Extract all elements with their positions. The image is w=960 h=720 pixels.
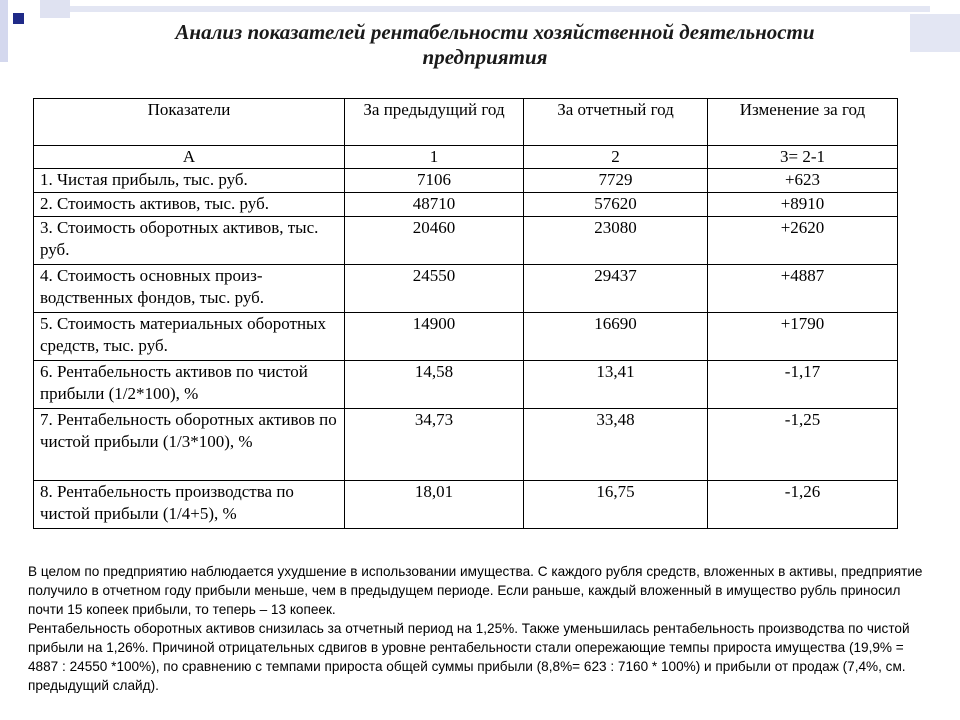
- row-curr-value: 23080: [524, 217, 708, 265]
- row-change-value: -1,26: [708, 481, 898, 529]
- row-prev-value: 14900: [345, 313, 524, 361]
- row-prev-value: 20460: [345, 217, 524, 265]
- row-curr-value: 57620: [524, 193, 708, 217]
- column-header-previous-year: За предыдущий год: [345, 99, 524, 146]
- table-row: [34, 217, 898, 265]
- table-row: [34, 361, 898, 409]
- row-prev-value: 7106: [345, 169, 524, 193]
- table-row: [34, 193, 898, 217]
- index-cell: А: [34, 146, 345, 169]
- column-header-reporting-year: За отчетный год: [524, 99, 708, 146]
- row-label: 2. Стоимость активов, тыс. руб.: [34, 193, 345, 217]
- row-label: 8. Рентабельность производства по чистой прибыли (1/4+5), %: [34, 481, 345, 529]
- row-change-value: +2620: [708, 217, 898, 265]
- analysis-paragraph-2: Рентабельность оборотных активов снизилась за отчетный период на 1,25%. Также уменьшилась рентабельность производства по чистой прибыли на 1,26%. Причиной отрицательных сдвигов в уровне рентабельности стали опережающие темпы прироста имущества (19,9% = 4887 : 24550 *100%), по сравнению с темпами прироста общей суммы прибыли (8,8%= 623 : 7160 * 100%) и прибыли от продаж (7,4%, см. предыдущий слайд).: [28, 621, 910, 693]
- row-curr-value: 33,48: [524, 409, 708, 481]
- row-curr-value: 16690: [524, 313, 708, 361]
- profitability-table: [33, 98, 898, 529]
- decorative-top-line: [70, 6, 930, 12]
- row-label: 3. Стоимость оборотных активов, тыс. руб.: [34, 217, 345, 265]
- index-cell: 1: [345, 146, 524, 169]
- row-prev-value: 34,73: [345, 409, 524, 481]
- row-label: 4. Стоимость основных произ-водственных фондов, тыс. руб.: [34, 265, 345, 313]
- row-prev-value: 48710: [345, 193, 524, 217]
- row-prev-value: 24550: [345, 265, 524, 313]
- row-curr-value: 7729: [524, 169, 708, 193]
- analysis-paragraph-1: В целом по предприятию наблюдается ухудшение в использовании имущества. С каждого рубля средств, вложенных в активы, предприятие получило в отчетном году прибыли меньше, чем в предыдущем периоде. Если раньше, каждый вложенный в имущество рубль приносил почти 15 копеек прибыли, то теперь – 13 копеек.: [28, 564, 923, 617]
- row-change-value: +1790: [708, 313, 898, 361]
- table-row: [34, 265, 898, 313]
- row-label: 7. Рентабельность оборотных активов по чистой прибыли (1/3*100), %: [34, 409, 345, 481]
- row-label: 1. Чистая прибыль, тыс. руб.: [34, 169, 345, 193]
- row-change-value: -1,25: [708, 409, 898, 481]
- row-prev-value: 18,01: [345, 481, 524, 529]
- slide-title: [0, 20, 960, 70]
- index-cell: 2: [524, 146, 708, 169]
- row-change-value: +4887: [708, 265, 898, 313]
- row-change-value: -1,17: [708, 361, 898, 409]
- row-change-value: +8910: [708, 193, 898, 217]
- table-index-row: [34, 146, 898, 169]
- table-row: [34, 313, 898, 361]
- row-curr-value: 13,41: [524, 361, 708, 409]
- table-row: [34, 409, 898, 481]
- row-change-value: +623: [708, 169, 898, 193]
- row-label: 5. Стоимость материальных оборотных средств, тыс. руб.: [34, 313, 345, 361]
- row-prev-value: 14,58: [345, 361, 524, 409]
- index-cell: 3= 2-1: [708, 146, 898, 169]
- row-curr-value: 16,75: [524, 481, 708, 529]
- table-row: [34, 481, 898, 529]
- decorative-top-block: [40, 0, 70, 18]
- analysis-paragraph: [28, 562, 928, 695]
- table-header-row: [34, 99, 898, 146]
- table-row: [34, 169, 898, 193]
- slide-title-line-2: предприятия: [422, 45, 548, 69]
- column-header-change: Изменение за год: [708, 99, 898, 146]
- slide-title-line-1: Анализ показателей рентабельности хозяйственной деятельности: [175, 20, 815, 44]
- row-label: 6. Рентабельность активов по чистой прибыли (1/2*100), %: [34, 361, 345, 409]
- column-header-indicator: Показатели: [34, 99, 345, 146]
- row-curr-value: 29437: [524, 265, 708, 313]
